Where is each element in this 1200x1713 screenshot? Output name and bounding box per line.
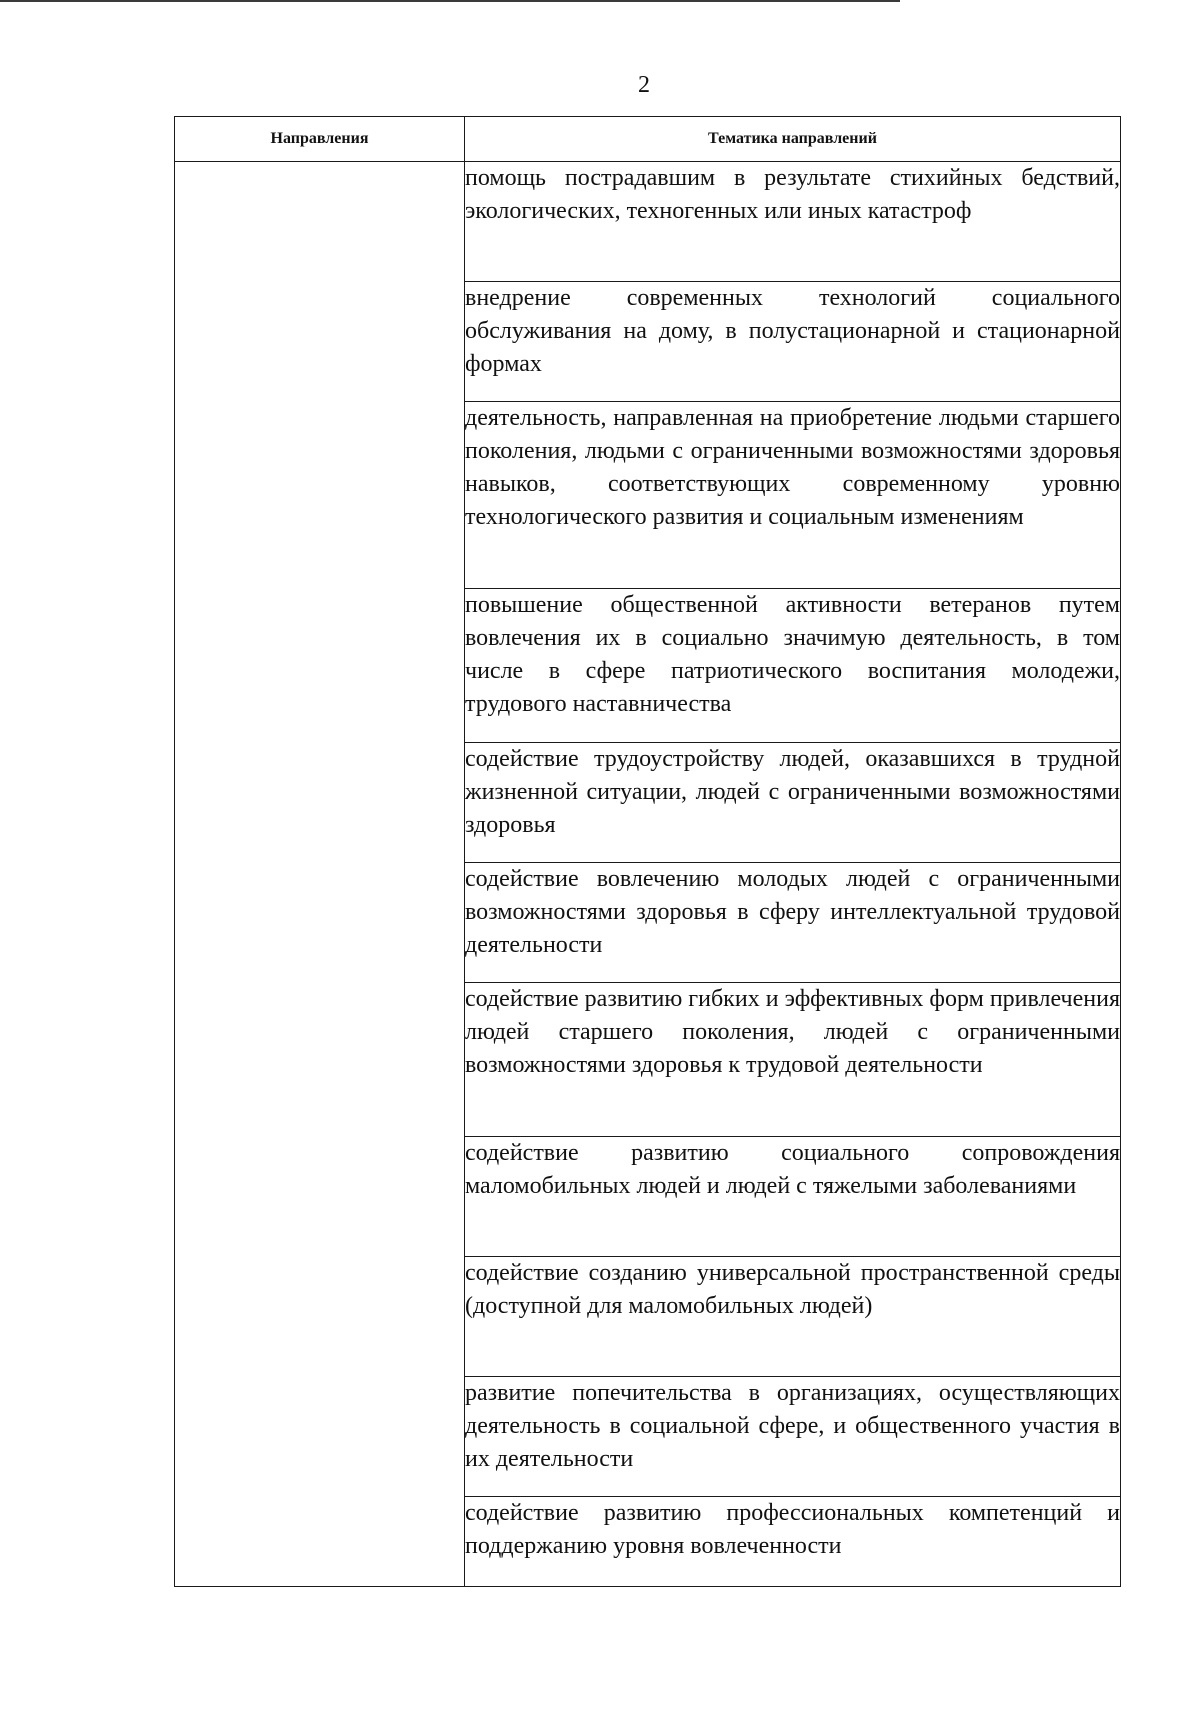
topic-cell: развитие попечительства в организациях, осуществляющих деятельность в социальной сфере, и общественного участия в их деятельности [465, 1377, 1121, 1497]
header-directions: Направления [175, 117, 465, 162]
topic-cell: помощь пострадавшим в результате стихийных бедствий, экологических, техногенных или иных катастроф [465, 162, 1121, 282]
page-number: 2 [638, 72, 650, 98]
directions-table [174, 116, 1121, 1587]
topic-cell: деятельность, направленная на приобретение людьми старшего поколения, людьми с ограниченными возможностями здоровья навыков, соответствующих современному уровню технологического развития и социальным изменениям [465, 402, 1121, 589]
topic-cell: содействие созданию универсальной пространственной среды (доступной для маломобильных людей) [465, 1257, 1121, 1377]
directions-cell [175, 162, 465, 1587]
topic-cell: содействие развитию гибких и эффективных форм привлечения людей старшего поколения, людей с ограниченными возможностями здоровья к трудовой деятельности [465, 983, 1121, 1137]
topic-cell: внедрение современных технологий социального обслуживания на дому, в полустационарной и стационарной формах [465, 282, 1121, 402]
topic-cell: содействие развитию профессиональных компетенций и поддержанию уровня вовлеченности [465, 1497, 1121, 1587]
topic-cell: содействие трудоустройству людей, оказавшихся в трудной жизненной ситуации, людей с ограниченными возможностями здоровья [465, 743, 1121, 863]
table-row [175, 162, 1121, 282]
topic-cell: повышение общественной активности ветеранов путем вовлечения их в социально значимую деятельность, в том числе в сфере патриотического воспитания молодежи, трудового наставничества [465, 589, 1121, 743]
topic-cell: содействие вовлечению молодых людей с ограниченными возможностями здоровья в сферу интеллектуальной трудовой деятельности [465, 863, 1121, 983]
table-header-row [175, 117, 1121, 162]
top-border-line [0, 0, 900, 2]
topic-cell: содействие развитию социального сопровождения маломобильных людей и людей с тяжелыми заболеваниями [465, 1137, 1121, 1257]
header-topics: Тематика направлений [465, 117, 1121, 162]
